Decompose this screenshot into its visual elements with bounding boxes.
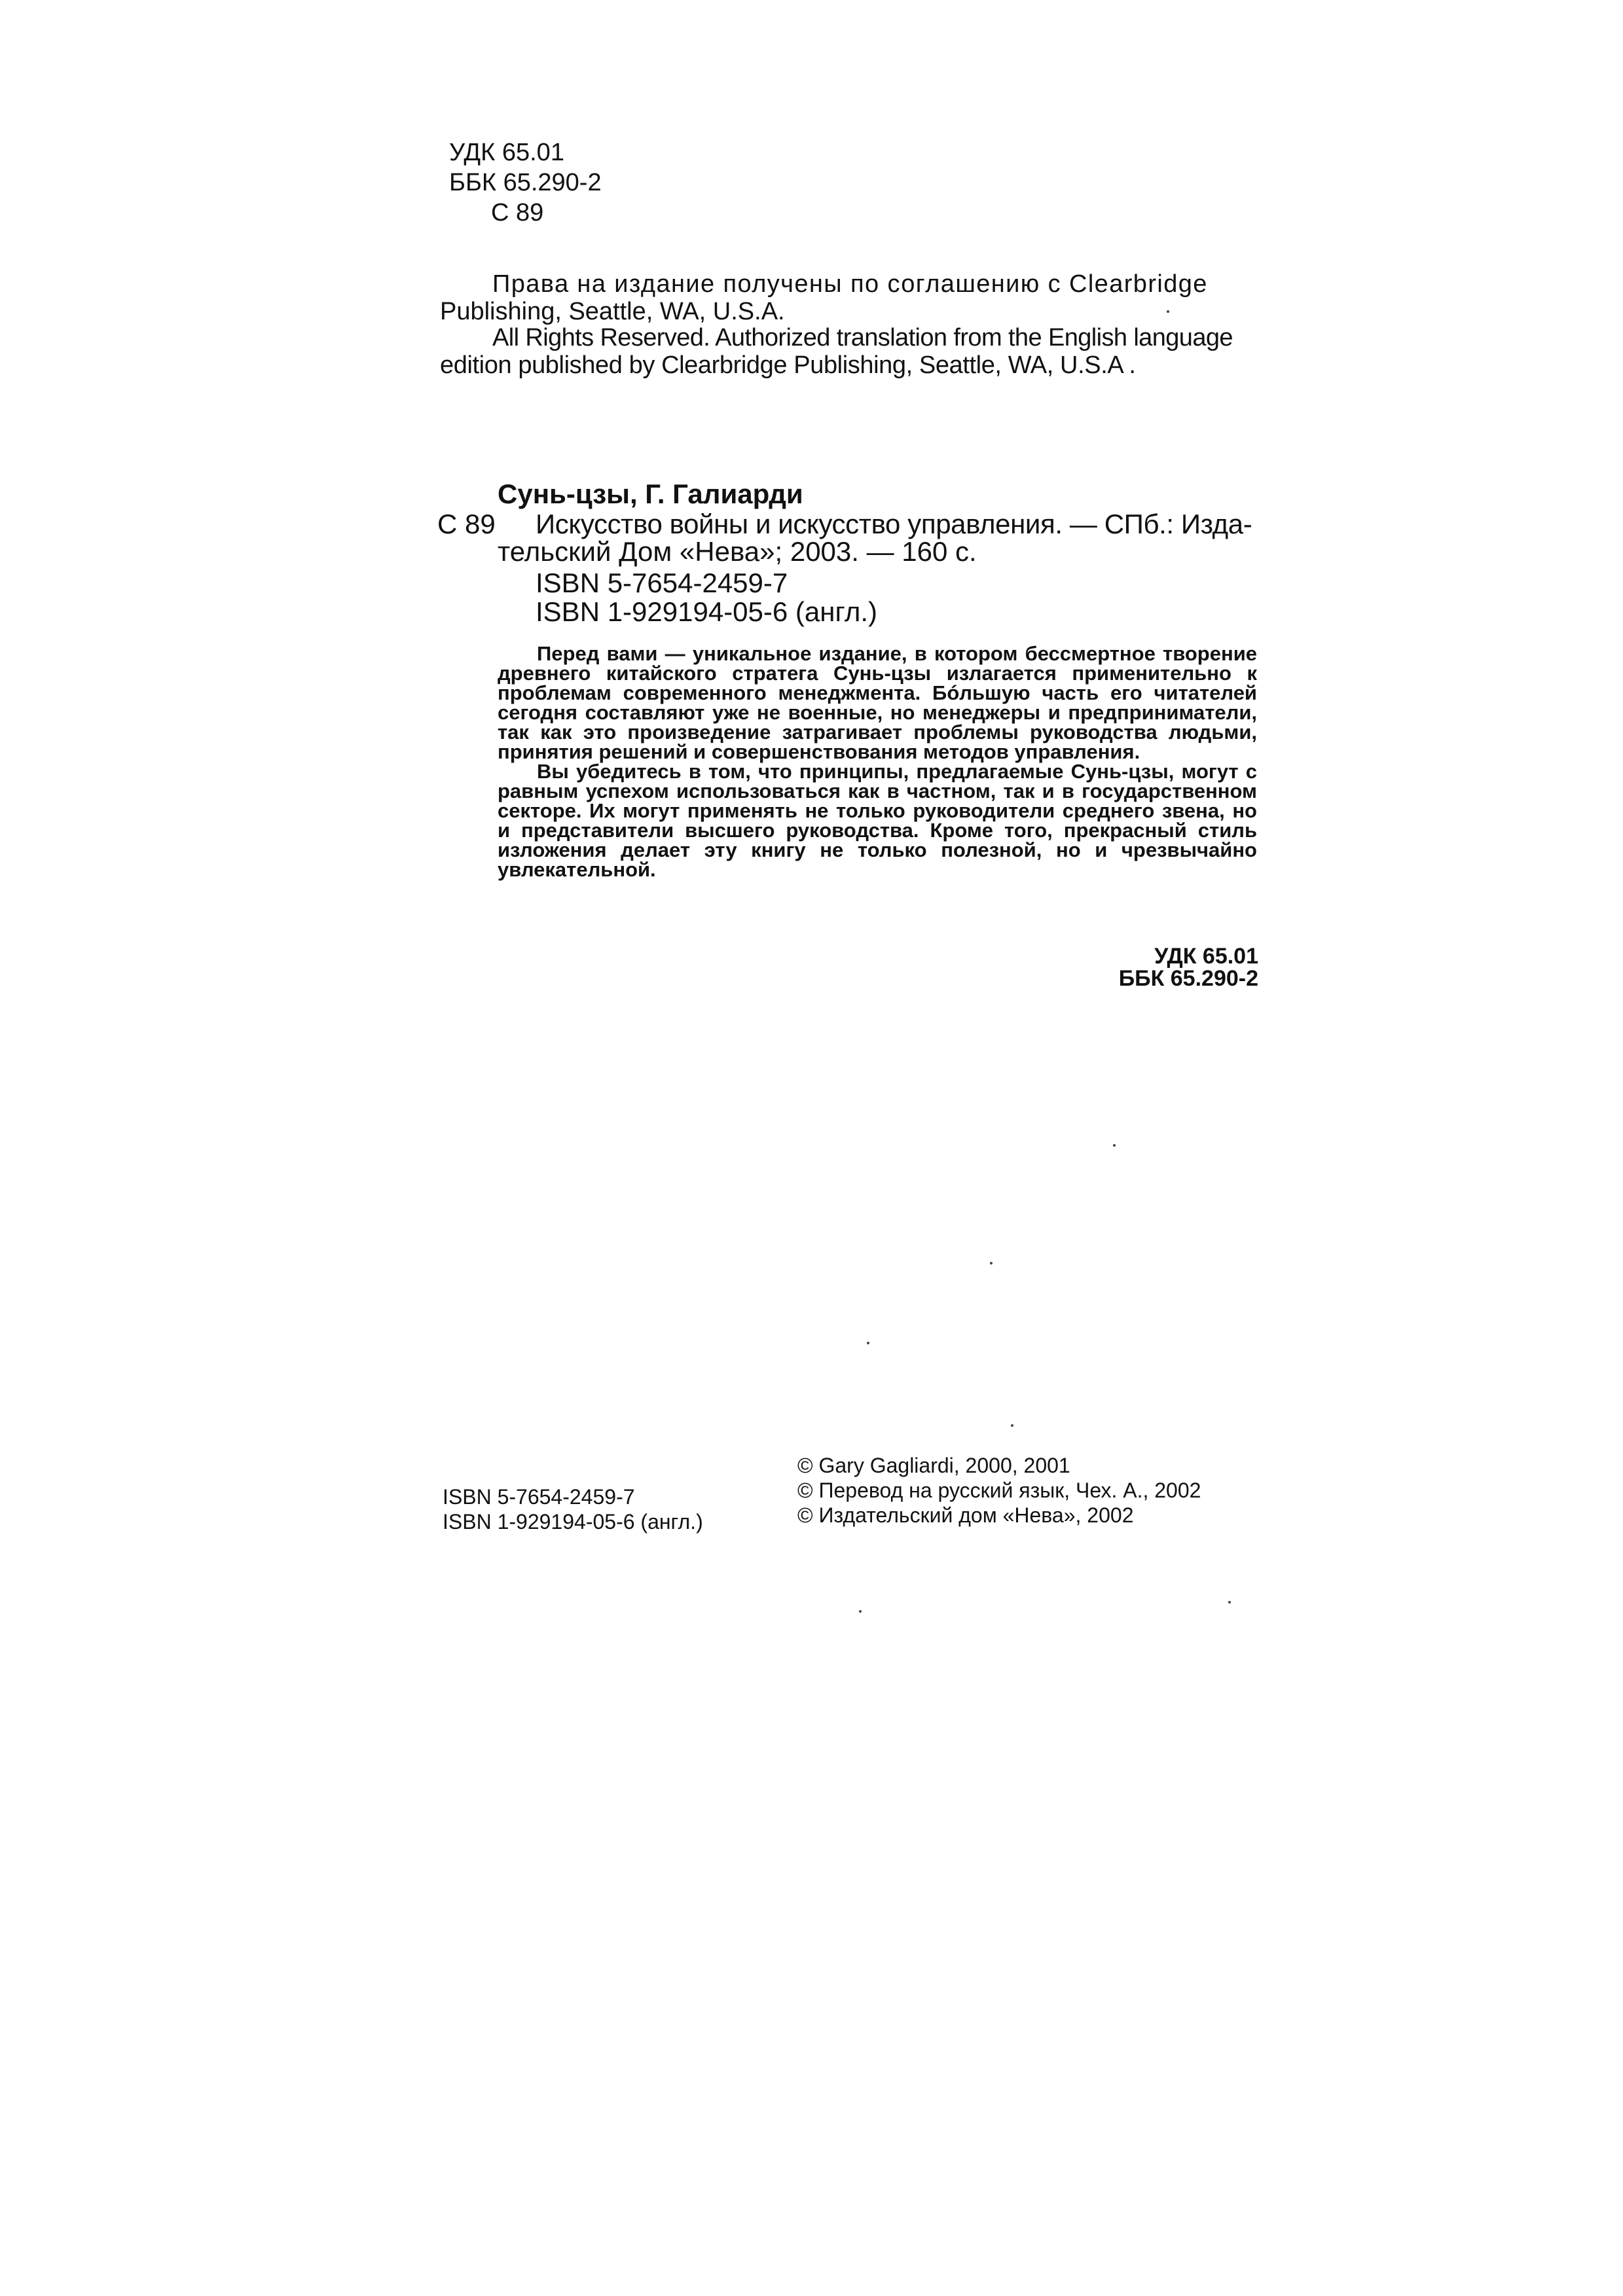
scan-speck xyxy=(1011,1424,1013,1427)
scan-speck xyxy=(867,1342,869,1344)
authors-heading: Сунь-цзы, Г. Галиарди xyxy=(498,478,803,509)
footer-bbk-code: ББК 65.290-2 xyxy=(1118,966,1258,991)
rights-ru-line2: Publishing, Seattle, WA, U.S.A. xyxy=(440,298,785,325)
book-title-line1: Искусство войны и искусство управления. — СПб.: Изда- xyxy=(536,509,1252,539)
annotation-paragraph: Перед вами — уникальное издание, в котором бессмертное творение древнего китайского стратега Сунь-цзы излагается применительно к проблемам современного менеджмента. Бóльшую часть его читателей сегодня составляют уже не военные, но менеджеры и предприниматели, так как это произведение затрагивает проблемы руководства людьми, принятия решений и совершенствования методов управления. xyxy=(498,642,1257,763)
footer-udk-code: УДК 65.01 xyxy=(1154,944,1258,969)
copyright-author: © Gary Gagliardi, 2000, 2001 xyxy=(797,1454,1070,1477)
udk-code: УДК 65.01 xyxy=(449,139,564,166)
rights-ru-line1: Права на издание получены по соглашению с Clearbridge xyxy=(492,270,1208,298)
isbn-secondary: ISBN 1-929194-05-6 (англ.) xyxy=(536,596,878,627)
annotation xyxy=(498,644,1257,880)
scan-speck xyxy=(1113,1144,1116,1147)
isbn-primary: ISBN 5-7654-2459-7 xyxy=(536,567,788,598)
author-mark: С 89 xyxy=(491,199,544,226)
bbk-code: ББК 65.290-2 xyxy=(449,169,602,196)
rights-en-line2: edition published by Clearbridge Publishing, Seattle, WA, U.S.A . xyxy=(440,351,1136,379)
scan-speck xyxy=(990,1262,993,1265)
scan-speck xyxy=(1167,310,1169,313)
copyright-publisher: © Издательский дом «Нева», 2002 xyxy=(797,1503,1134,1527)
book-title-line2: тельский Дом «Нева»; 2003. — 160 с. xyxy=(498,536,977,567)
author-mark-bib: С 89 xyxy=(437,509,496,539)
scan-speck xyxy=(859,1610,862,1613)
copyright-translation: © Перевод на русский язык, Чех. А., 2002 xyxy=(797,1479,1201,1502)
scan-speck xyxy=(1228,1601,1231,1604)
annotation-paragraph: Вы убедитесь в том, что принципы, предлагаемые Сунь-цзы, могут с равным успехом использоваться как в частном, так и в государственном секторе. Их могут применять не только руководители среднего звена, но и представители высшего руководства. Кроме того, прекрасный стиль изложения делает эту книгу не только полезной, но и чрезвычайно увлекательной. xyxy=(498,760,1257,881)
rights-en-line1: All Rights Reserved. Authorized translation from the English language xyxy=(492,324,1233,351)
bottom-isbn-primary: ISBN 5-7654-2459-7 xyxy=(443,1485,635,1509)
bottom-isbn-secondary: ISBN 1-929194-05-6 (англ.) xyxy=(443,1510,703,1534)
